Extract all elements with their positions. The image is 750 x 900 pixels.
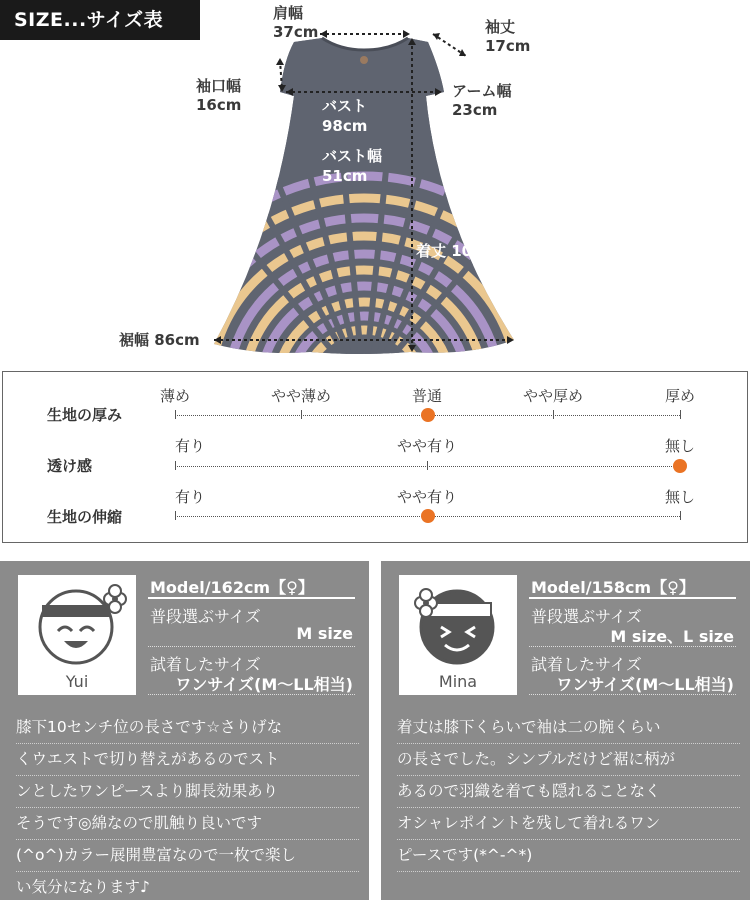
transparency-indicator-dot xyxy=(673,459,687,473)
thickness-tick-4: 厚め xyxy=(664,387,696,405)
hem-width-label xyxy=(119,331,200,350)
comment-line: い気分になります♪ xyxy=(16,872,359,900)
divider xyxy=(148,597,355,599)
tried-size-label: 試着したサイズ xyxy=(150,655,261,674)
comment-line: (^o^)カラー展開豊富なので一枚で楽し xyxy=(16,840,359,872)
stretch-label: 生地の伸縮 xyxy=(47,508,123,526)
smiling-face-icon xyxy=(18,575,136,675)
cuff-width-value: 16cm xyxy=(196,96,242,114)
comment-line: ンとしたワンピースより脚長効果あり xyxy=(16,776,359,808)
bust-name: バスト xyxy=(322,97,368,115)
divider xyxy=(148,694,355,695)
stretch-tick-1: やや有り xyxy=(396,488,458,506)
usual-size-value: M size xyxy=(296,624,353,643)
comment-line: ピースです(*^-^*) xyxy=(397,840,740,872)
bust-width-name: バスト幅 xyxy=(322,147,383,165)
thickness-label: 生地の厚み xyxy=(47,406,123,424)
avatar xyxy=(18,575,136,695)
model-comment xyxy=(397,712,740,872)
thickness-mark xyxy=(553,410,554,419)
transparency-tick-2: 無し xyxy=(664,437,696,455)
comment-line: そうです◎綿なので肌触り良いです xyxy=(16,808,359,840)
thickness-indicator-dot xyxy=(421,408,435,422)
thickness-mark xyxy=(175,410,176,419)
model-name: Mina xyxy=(438,672,478,691)
comment-line: 着丈は膝下くらいで袖は二の腕くらい xyxy=(397,712,740,744)
model-name: Yui xyxy=(65,672,89,691)
stretch-mark xyxy=(680,511,681,520)
sleeve-length-value: 17cm xyxy=(485,37,531,55)
usual-size-value: M size、L size xyxy=(610,627,734,646)
bust-width-value: 51cm xyxy=(322,167,368,185)
winking-face-icon xyxy=(399,575,517,675)
stretch-indicator-dot xyxy=(421,509,435,523)
shoulder-value: 37cm xyxy=(273,23,319,41)
tried-size-label: 試着したサイズ xyxy=(531,655,642,674)
stretch-tick-0: 有り xyxy=(175,488,206,506)
length-label xyxy=(416,242,507,261)
comment-line: オシャレポイントを残して着れるワン xyxy=(397,808,740,840)
divider xyxy=(529,694,736,695)
thickness-mark xyxy=(301,410,302,419)
hem-width-value: 86cm xyxy=(154,331,200,349)
sleeve-length-name: 袖丈 xyxy=(485,18,516,36)
divider xyxy=(529,597,736,599)
arm-width-name: アーム幅 xyxy=(452,82,512,100)
comment-line: くウエストで切り替えがあるのでスト xyxy=(16,744,359,776)
shoulder-name: 肩幅 xyxy=(273,4,304,22)
comment-line: の長さでした。シンプルだけど裾に柄が xyxy=(397,744,740,776)
model-header: Model/158cm【♀】 xyxy=(531,578,695,597)
fabric-properties-table xyxy=(2,371,748,543)
tried-size-value: ワンサイズ(M〜LL相当) xyxy=(175,675,353,694)
length-name: 着丈 xyxy=(416,242,447,260)
cuff-width-name: 袖口幅 xyxy=(196,77,242,95)
transparency-label: 透け感 xyxy=(47,457,93,475)
transparency-tick-1: やや有り xyxy=(396,437,458,455)
thickness-tick-3: やや厚め xyxy=(522,387,584,405)
thickness-mark xyxy=(680,410,681,419)
model-panel-yui xyxy=(0,561,369,900)
bust-value: 98cm xyxy=(322,117,368,135)
thickness-tick-1: やや薄め xyxy=(270,387,332,405)
hem-width-name: 裾幅 xyxy=(119,331,150,349)
avatar xyxy=(399,575,517,695)
thickness-tick-0: 薄め xyxy=(159,387,191,405)
length-value: 106cm xyxy=(451,242,508,260)
size-chart-tag: SIZE...サイズ表 xyxy=(0,0,200,40)
thickness-tick-2: 普通 xyxy=(411,387,443,405)
stretch-tick-2: 無し xyxy=(664,488,696,506)
model-panel-mina xyxy=(381,561,750,900)
dress-illustration xyxy=(0,0,750,365)
model-header: Model/162cm【♀】 xyxy=(150,578,314,597)
transparency-mark xyxy=(427,461,428,470)
tried-size-value: ワンサイズ(M〜LL相当) xyxy=(556,675,734,694)
arm-width-value: 23cm xyxy=(452,101,498,119)
model-comment xyxy=(16,712,359,900)
divider xyxy=(148,646,355,647)
comment-line: 膝下10センチ位の長さです☆さりげな xyxy=(16,712,359,744)
usual-size-label: 普段選ぶサイズ xyxy=(531,607,642,626)
transparency-tick-0: 有り xyxy=(175,437,206,455)
usual-size-label: 普段選ぶサイズ xyxy=(150,607,261,626)
stretch-mark xyxy=(175,511,176,520)
transparency-mark xyxy=(175,461,176,470)
comment-line: あるので羽織を着ても隠れることなく xyxy=(397,776,740,808)
divider xyxy=(529,646,736,647)
